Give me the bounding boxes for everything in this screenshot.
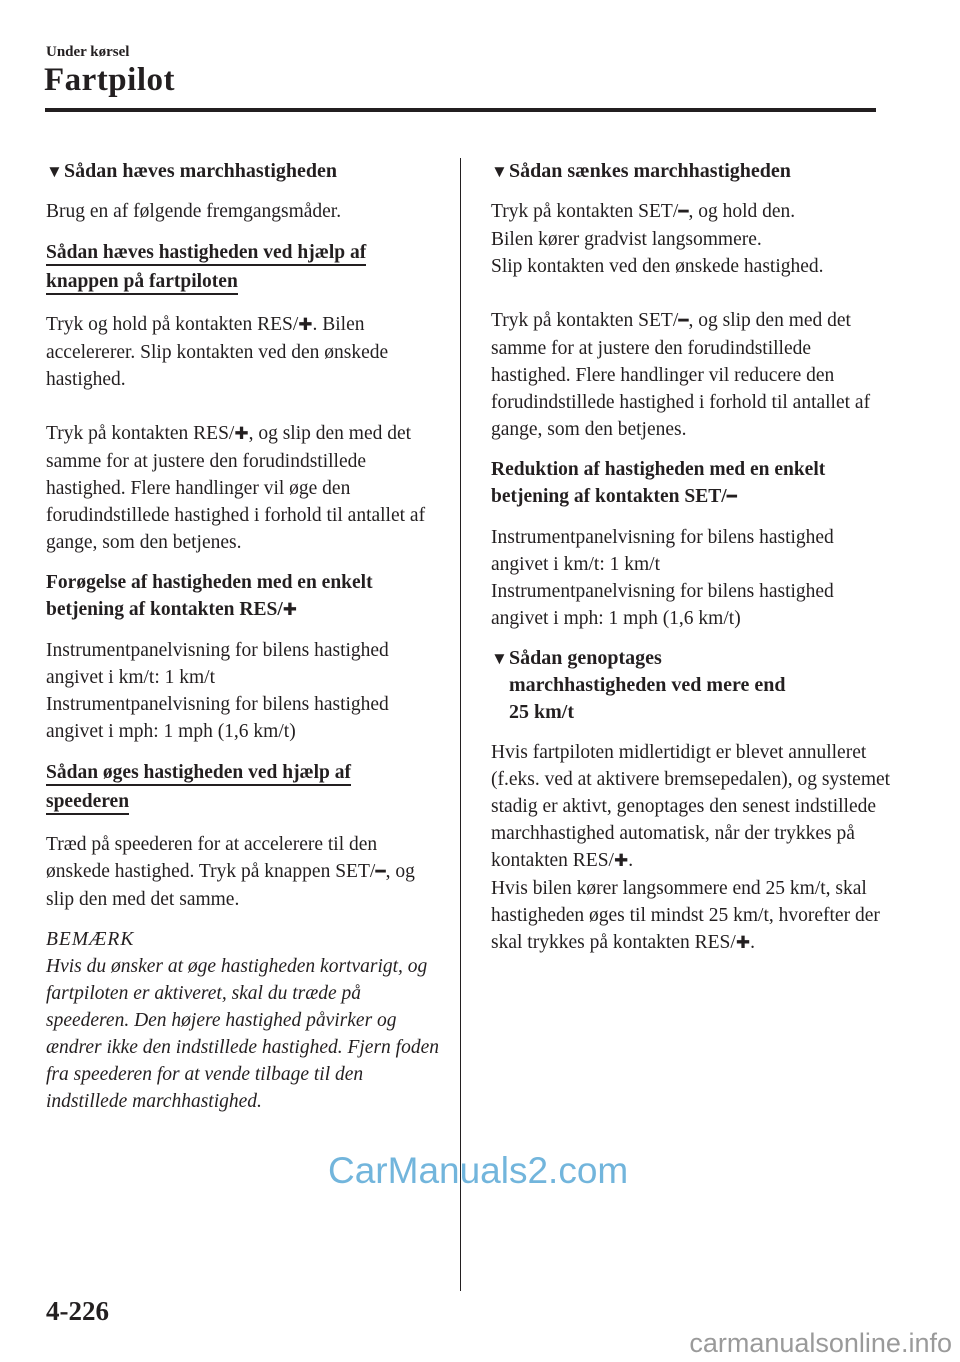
text: , og slip den med det samme for at justere den forudindstillede hastighed. Flere handlinger vil øge den forudindstillede hastighed i forhold til antallet af gange, som den betjenes.: [46, 423, 426, 553]
subheading-accelerator-method: [46, 758, 442, 816]
paragraph: [46, 831, 442, 913]
header-rule: [45, 108, 876, 112]
paragraph: Instrumentpanelvisning for bilens hastighed angivet i km/t: 1 km/t: [46, 640, 389, 688]
note-text: Hvis du ønsker at øge hastigheden kortvarigt, og fartpiloten er aktiveret, skal du træde på speederen. Den højere hastighed påvirker og ændrer ikke den indstillede hastighed. Fjern foden fra speederen for at vende tilbage til den indstillede marchhastighed.: [46, 956, 439, 1112]
minus-icon: ━: [678, 311, 689, 331]
triangle-icon: ▼: [46, 162, 63, 181]
subheading-line: speederen: [46, 791, 129, 815]
subheading-single-press-res: [46, 569, 442, 624]
heading-line: 25 km/t: [509, 701, 574, 723]
plus-icon: ✚: [234, 424, 249, 444]
intro-text: Brug en af følgende fremgangsmåder.: [46, 201, 342, 222]
heading-lower-speed: [491, 158, 891, 185]
page-title: Fartpilot: [44, 62, 175, 98]
text: betjening af kontakten RES/: [46, 599, 283, 620]
paragraph: [491, 875, 891, 957]
subheading-single-press-set: [491, 456, 891, 511]
subheading-line: knappen på fartpiloten: [46, 271, 238, 295]
column-divider: [460, 158, 461, 1291]
text: , og hold den.: [688, 201, 796, 222]
page-number: 4-226: [46, 1296, 109, 1326]
heading-line: Sådan genoptages: [509, 647, 662, 669]
text: Forøgelse af hastigheden med en enkelt: [46, 572, 373, 593]
text: , og slip den med det samme for at justere den forudindstillede hastighed. Flere handlinger vil reducere den forudindstillede hastighed i forhold til antallet af gange, som den betjenes.: [491, 310, 871, 440]
paragraph: Instrumentpanelvisning for bilens hastighed angivet i km/t: 1 km/t: [491, 527, 834, 575]
heading-text: Sådan sænkes marchhastigheden: [509, 160, 791, 182]
heading-text: Sådan hæves marchhastigheden: [64, 160, 338, 182]
heading-resume-speed: [491, 645, 891, 726]
right-column: [491, 158, 891, 957]
plus-icon: ✚: [282, 600, 297, 620]
minus-icon: ━: [375, 862, 386, 882]
plus-icon: ✚: [735, 933, 751, 953]
text: , og slip den med det samme.: [46, 861, 415, 910]
plus-icon: ✚: [298, 315, 313, 335]
heading-line: marchhastigheden ved mere end: [509, 674, 786, 696]
left-column: [46, 158, 442, 1115]
subheading-button-method: [46, 238, 442, 296]
footer-url[interactable]: carmanualsonline.info: [689, 1328, 952, 1358]
text: Træd på speederen for at accelerere til den ønskede hastighed. Tryk på knappen SET/: [46, 834, 378, 882]
paragraph: Instrumentpanelvisning for bilens hastighed angivet i mph: 1 mph (1,6 km/t): [46, 694, 389, 742]
paragraph: [491, 739, 891, 875]
heading-text: [509, 645, 785, 726]
text: Tryk på kontakten SET/: [491, 201, 679, 222]
text: Tryk på kontakten RES/: [46, 423, 235, 444]
paragraph: Instrumentpanelvisning for bilens hastighed angivet i mph: 1 mph (1,6 km/t): [491, 581, 834, 629]
paragraph: [491, 198, 891, 226]
section-label: Under kørsel: [46, 44, 130, 60]
triangle-icon: ▼: [491, 649, 508, 668]
text: Tryk på kontakten SET/: [491, 310, 679, 331]
text: betjening af kontakten SET/: [491, 486, 727, 507]
text: Hvis fartpiloten midlertidigt er blevet annulleret (f.eks. ved at aktivere bremsepedalen), og systemet stadig er aktivt, genoptages den senest indstillede marchhastighed automatisk, når der trykkes på kontakten RES/: [491, 742, 891, 871]
paragraph: Bilen kører gradvist langsommere.: [491, 229, 762, 250]
note-title: BEMÆRK: [46, 929, 135, 950]
watermark-logo: CarManuals2.com: [328, 1150, 629, 1191]
paragraph: [46, 311, 442, 393]
text: .: [750, 932, 755, 953]
paragraph: [491, 307, 891, 443]
text: Hvis bilen kører langsommere end 25 km/t, skal hastigheden øges til mindst 25 km/t, hvorefter der skal trykkes på kontakten RES/: [491, 878, 880, 953]
minus-icon: ━: [678, 202, 689, 222]
paragraph: Slip kontakten ved den ønskede hastighed.: [491, 256, 824, 277]
paragraph: [46, 420, 442, 556]
subheading-line: Sådan øges hastigheden ved hjælp af: [46, 762, 351, 786]
heading-raise-speed: [46, 158, 442, 185]
text: Reduktion af hastigheden med en enkelt: [491, 459, 826, 480]
text: .: [628, 850, 634, 871]
minus-icon: ━: [726, 487, 737, 507]
plus-icon: ✚: [613, 851, 629, 871]
text: . Bilen accelererer. Slip kontakten ved den ønskede hastighed.: [46, 314, 389, 390]
text: Tryk og hold på kontakten RES/: [46, 314, 299, 335]
triangle-icon: ▼: [491, 162, 508, 181]
subheading-line: Sådan hæves hastigheden ved hjælp af: [46, 242, 366, 266]
